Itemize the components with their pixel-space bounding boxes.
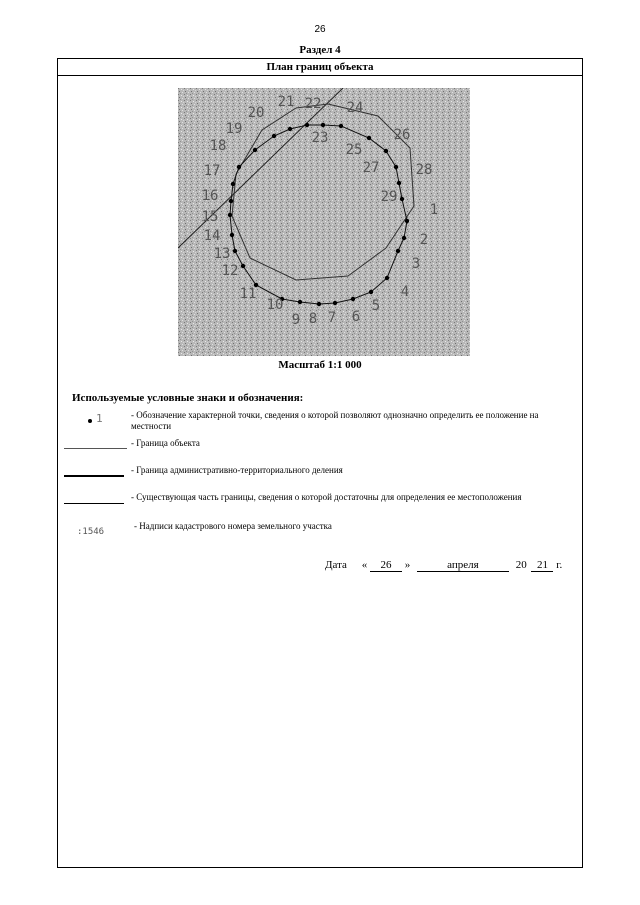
point-number-label: 14 (203, 228, 221, 244)
point-number-label: 19 (225, 121, 243, 137)
legend-item-existing-boundary: - Существующая часть границы, сведения о которой достаточны для определения ее местоположения (131, 492, 522, 502)
characteristic-point-dot (397, 181, 401, 185)
date-row (325, 559, 562, 572)
legend-item-admin-boundary: - Граница административно-территориального деления (131, 465, 343, 475)
point-number-label: 8 (308, 311, 318, 327)
point-number-label: 21 (277, 94, 295, 110)
legend-admin-boundary-line (64, 475, 124, 477)
point-number-label: 23 (311, 130, 329, 146)
point-number-label: 15 (201, 209, 219, 225)
date-day: 26 (370, 559, 402, 572)
characteristic-point-dot (233, 249, 237, 253)
legend-item-cadastral-labels: - Надписи кадастрового номера земельного участка (134, 521, 332, 531)
date-close-quote: » (404, 559, 411, 571)
point-number-label: 24 (346, 100, 364, 116)
date-year-suffix: 21 (531, 559, 553, 572)
point-number-label: 16 (201, 188, 219, 204)
point-number-label: 2 (419, 232, 429, 248)
legend-object-boundary-line (64, 448, 127, 449)
characteristic-point-dot (321, 123, 325, 127)
characteristic-point-dot (288, 127, 292, 131)
characteristic-point-dot (351, 297, 355, 301)
table-header: План границ объекта (57, 58, 583, 76)
characteristic-point-dot (339, 124, 343, 128)
characteristic-point-dot (229, 199, 233, 203)
point-number-label: 3 (411, 256, 421, 272)
legend-item-object-boundary: - Граница объекта (131, 438, 200, 448)
point-number-label: 1 (429, 202, 439, 218)
point-number-label: 29 (380, 189, 398, 205)
point-number-label: 9 (291, 312, 301, 328)
characteristic-point-dot (241, 264, 245, 268)
point-number-label: 12 (221, 263, 239, 279)
point-number-label: 22 (304, 96, 322, 112)
point-number-label: 25 (345, 142, 363, 158)
point-number-label: 20 (247, 105, 265, 121)
page-number: 26 (314, 24, 326, 35)
legend-cadastral-symbol: :1546 (77, 527, 105, 537)
characteristic-point-dot (298, 300, 302, 304)
point-number-label: 17 (203, 163, 221, 179)
characteristic-point-dot (272, 134, 276, 138)
date-month: апреля (417, 559, 509, 572)
point-number-label: 6 (351, 309, 361, 325)
point-number-label: 7 (327, 310, 337, 326)
point-number-sample: 1 (96, 412, 103, 425)
point-number-label: 4 (400, 284, 410, 300)
characteristic-point-dot (400, 197, 404, 201)
legend-existing-boundary-line (64, 503, 124, 504)
point-number-label: 10 (266, 297, 284, 313)
characteristic-point-dot (394, 165, 398, 169)
date-label: Дата (325, 559, 347, 571)
point-number-label: 26 (393, 127, 411, 143)
date-year-prefix: 20 (515, 559, 527, 571)
characteristic-point-dot (228, 213, 232, 217)
characteristic-point-dot (333, 301, 337, 305)
legend-point-symbol (84, 412, 114, 426)
characteristic-point-dot (237, 165, 241, 169)
characteristic-point-dot (384, 149, 388, 153)
characteristic-point-dot (230, 233, 234, 237)
characteristic-point-dot (396, 249, 400, 253)
characteristic-point-dot (367, 136, 371, 140)
section-title: Раздел 4 (299, 44, 341, 56)
point-number-label: 11 (239, 286, 257, 302)
point-number-label: 27 (362, 160, 380, 176)
point-number-label: 18 (209, 138, 227, 154)
characteristic-point-dot (253, 148, 257, 152)
legend-title: Используемые условные знаки и обозначения: (72, 392, 304, 404)
point-number-label: 28 (415, 162, 433, 178)
characteristic-point-dot (305, 123, 309, 127)
characteristic-point-dot (402, 236, 406, 240)
point-number-label: 5 (371, 298, 381, 314)
characteristic-point-dot (369, 290, 373, 294)
characteristic-point-dot (385, 276, 389, 280)
point-dot-icon (88, 419, 92, 423)
characteristic-point-dot (231, 182, 235, 186)
date-year-unit: г. (556, 559, 563, 571)
legend-item-point: - Обозначение характерной точки, сведения о которой позволяют однозначно определить ее положение на местности (131, 410, 539, 431)
map-scale: Масштаб 1:1 000 (278, 359, 362, 371)
boundary-map (178, 88, 470, 356)
characteristic-point-dot (405, 219, 409, 223)
characteristic-point-dot (317, 302, 321, 306)
map-background (178, 88, 470, 356)
point-number-label: 13 (213, 246, 231, 262)
date-open-quote: « (361, 559, 368, 571)
